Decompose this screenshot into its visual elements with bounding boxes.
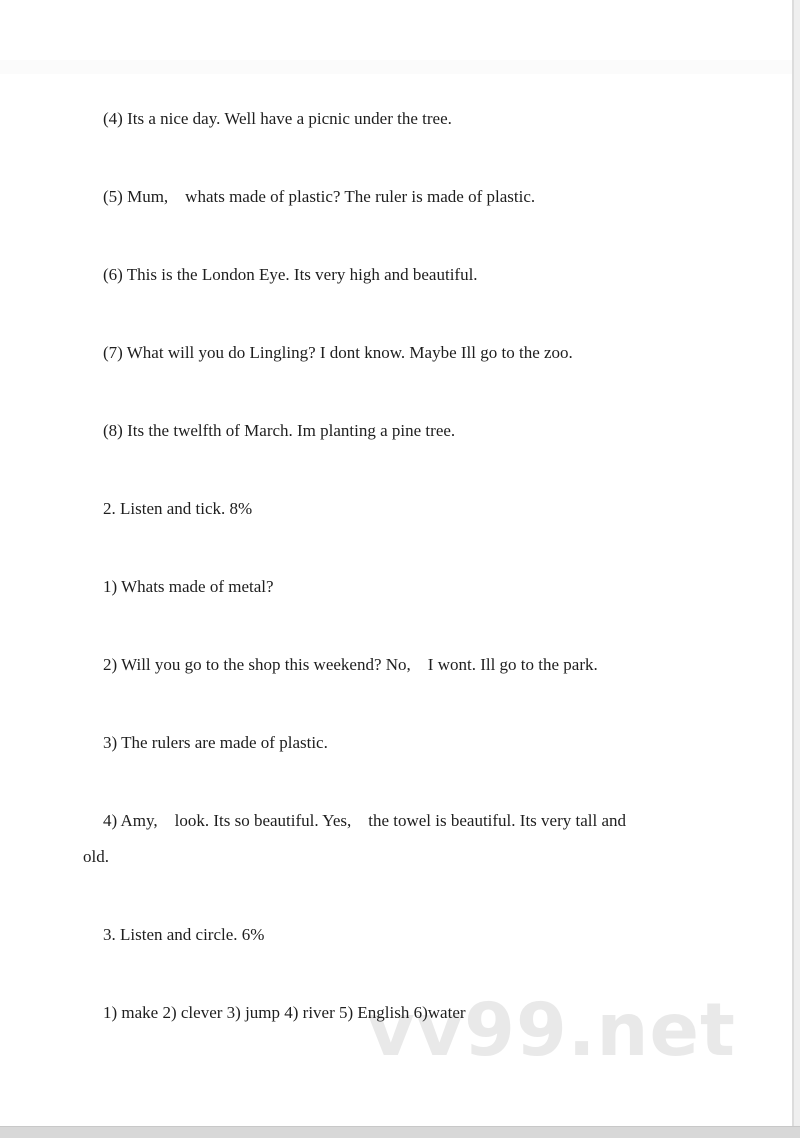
text-line: (8) Its the twelfth of March. Im planting a pine tree. — [103, 421, 456, 440]
text-line: 2) Will you go to the shop this weekend? No, I wont. Ill go to the park. — [103, 655, 598, 674]
text-line: 4) Amy, look. Its so beautiful. Yes, the towel is beautiful. Its very tall and — [103, 811, 626, 830]
watermark: vv99.net — [367, 988, 736, 1073]
text-line: 3) The rulers are made of plastic. — [103, 733, 328, 752]
right-page-edge — [792, 0, 794, 1137]
text-line: (7) What will you do Lingling? I dont know. Maybe Ill go to the zoo. — [103, 343, 573, 362]
text-line: 2. Listen and tick. 8% — [103, 499, 253, 518]
bottom-page-edge — [0, 1126, 800, 1138]
right-page-gutter — [794, 0, 800, 1137]
text-line: (4) Its a nice day. Well have a picnic under the tree. — [103, 109, 452, 128]
page-shading-band — [0, 60, 800, 74]
text-line: (6) This is the London Eye. Its very high and beautiful. — [103, 265, 478, 284]
text-line: (5) Mum, whats made of plastic? The ruler is made of plastic. — [103, 187, 536, 206]
text-line: 1) Whats made of metal? — [103, 577, 274, 596]
text-line: old. — [83, 847, 109, 866]
text-line: 1) make 2) clever 3) jump 4) river 5) English 6)water — [103, 1003, 466, 1022]
document-text — [83, 101, 626, 1031]
text-line: 3. Listen and circle. 6% — [103, 925, 265, 944]
